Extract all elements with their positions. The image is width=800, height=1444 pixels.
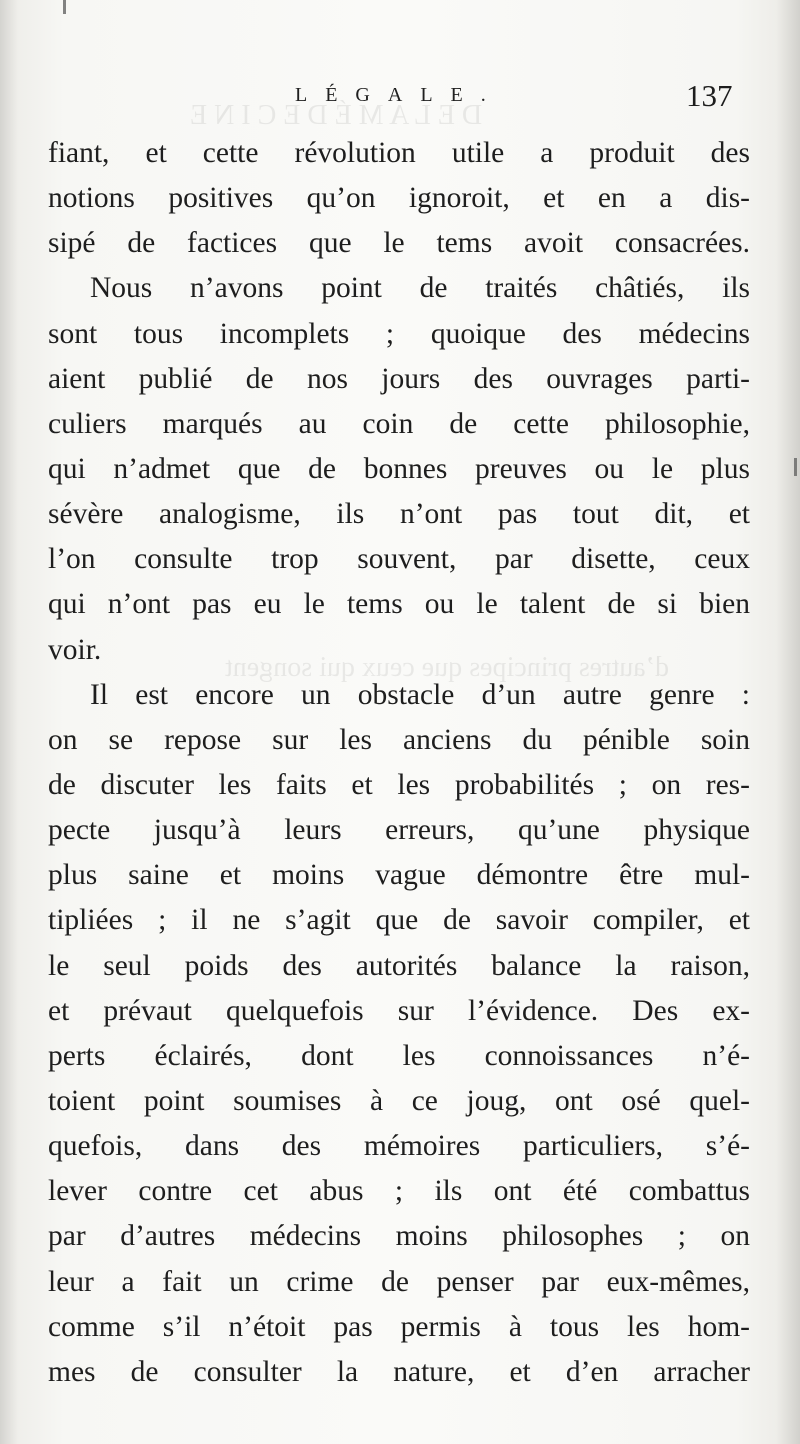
page-edge-shadow-right [776,0,800,1444]
text-line: quefois, dans des mémoires particuliers, s’é- [48,1130,750,1163]
text-line: fiant, et cette révolution utile a produit des [48,137,750,169]
text-line: sont tous incomplets ; quoique des médecins [48,317,750,350]
text-line: notions positives qu’on ignoroit, et en a dis- [48,182,750,215]
text-line: culiers marqués au coin de cette philosophie, [48,407,750,440]
right-margin-mark [794,458,797,476]
text-line: leur a fait un crime de penser par eux-mêmes, [48,1265,750,1298]
text-line: plus saine et moins vague démontre être mul- [48,859,750,892]
text-line: par d’autres médecins moins philosophes ; on [48,1220,750,1253]
paragraph-1 [48,131,750,266]
text-line: comme s’il n’étoit pas permis à tous les hom- [48,1310,750,1343]
text-line: perts éclairés, dont les connoissances n’é- [48,1039,750,1072]
text-line: sipé de factices que le tems avoit consacrées. [48,227,750,260]
paragraph-3 [48,673,750,1395]
text-line: l’on consulte trop souvent, par disette, ceux [48,543,750,576]
paragraph-2 [48,266,750,672]
page-number: 137 [686,78,733,113]
body-text [48,131,750,1395]
text-line: sévère analogisme, ils n’ont pas tout dit, et [48,498,750,531]
text-line: de discuter les faits et les probabilités ; on res- [48,768,750,801]
running-head: LÉGALE. [295,84,504,106]
text-line: tipliées ; il ne s’agit que de savoir compiler, et [48,904,750,937]
page-edge-shadow-left [0,0,18,1444]
text-line: voir. [48,633,102,666]
text-line: qui n’admet que de bonnes preuves ou le plus [48,452,750,485]
bleed-through-text-middle: d’autres principes que ceux qui songent [225,652,669,683]
text-line: qui n’ont pas eu le tems ou le talent de si bien [48,588,750,621]
text-line: aient publié de nos jours des ouvrages parti- [48,362,750,395]
text-line: Nous n’avons point de traités châtiés, ils [90,272,750,305]
text-line: Il est encore un obstacle d’un autre genre : [90,678,750,711]
bleed-through-text-top: D E L A M É D E C I N E [190,100,483,131]
text-line: mes de consulter la nature, et d’en arracher [48,1355,750,1388]
text-line: on se repose sur les anciens du pénible soin [48,723,750,756]
top-margin-mark [63,0,66,14]
text-line: et prévaut quelquefois sur l’évidence. Des ex- [48,994,750,1027]
page-header [0,78,800,126]
text-line: lever contre cet abus ; ils ont été combattus [48,1175,750,1208]
text-line: toient point soumises à ce joug, ont osé quel- [48,1084,750,1117]
text-line: le seul poids des autorités balance la raison, [48,949,750,982]
text-line: pecte jusqu’à leurs erreurs, qu’une physique [48,814,750,847]
